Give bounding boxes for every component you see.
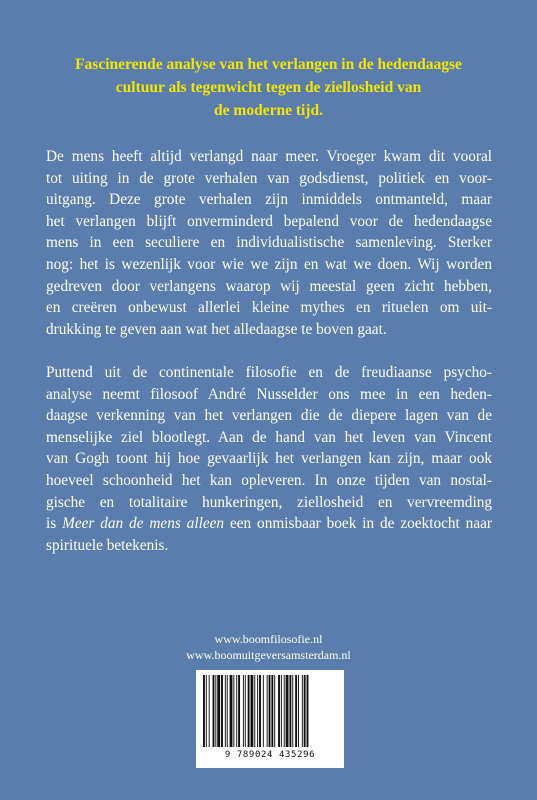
paragraph-line: menselijke ziel blootlegt. Aan de hand van het leven van Vincent xyxy=(46,428,492,446)
tagline-line: de moderne tijd. xyxy=(214,102,323,119)
line-suffix: een onmisbaar boek in de zoektocht naar xyxy=(224,515,492,533)
paragraph-line: analyse neemt filosoof André Nusselder ons mee in een heden- xyxy=(46,385,492,403)
barcode-bars-icon xyxy=(201,675,339,751)
paragraph-line: van Gogh toont hij hoe gevaarlijk het verlangen kan zijn, maar ook xyxy=(46,450,492,468)
paragraph-line: nog: het is wezenlijk voor wie we zijn en wat we doen. Wij worden xyxy=(46,255,492,273)
paragraph-line: gedreven door verlangens waarop wij meestal geen zicht hebben, xyxy=(46,277,492,295)
paragraph-line: uitgang. Deze grote verhalen zijn inmiddels ontmanteld, maar xyxy=(46,191,492,209)
book-title: Meer dan de mens alleen xyxy=(62,515,225,533)
paragraph-line: De mens heeft altijd verlangd naar meer. Vroeger kwam dit vooral xyxy=(46,148,492,165)
paragraph-line: mens in een seculiere en individualistische samenleving. Sterker xyxy=(46,234,492,252)
paragraph-line: hoeveel schoonheid het kan opleveren. In onze tijden van nostal- xyxy=(46,471,492,489)
paragraph-line: spirituele betekenis. xyxy=(46,536,169,554)
url-boomuitgevers[interactable]: www.boomuitgeversamsterdam.nl xyxy=(186,648,351,662)
description-paragraph-1 xyxy=(46,146,492,340)
paragraph-line: gische en totalitaire hunkeringen, ziellosheid en vervreemding xyxy=(46,493,492,511)
tagline-line: Fascinerende analyse van het verlangen in de hedendaagse xyxy=(75,56,462,73)
url-boomfilosofie[interactable]: www.boomfilosofie.nl xyxy=(214,632,323,646)
line-prefix: is xyxy=(46,515,63,533)
publisher-urls xyxy=(0,631,537,663)
paragraph-line: daagse verkenning van het verlangen die de diepere lagen van de xyxy=(46,407,492,425)
paragraph-line: Puttend uit de continentale filosofie en de freudiaanse psycho- xyxy=(46,364,492,381)
tagline xyxy=(40,53,497,122)
description-paragraph-2 xyxy=(46,362,492,556)
tagline-line: cultuur als tegenwicht tegen de ziellosheid van xyxy=(115,79,422,96)
paragraph-line: en creëren onbewust allerlei kleine mythes en rituelen om uit- xyxy=(46,299,492,317)
paragraph-line: tot uiting in de grote verhalen van godsdienst, politiek en voor- xyxy=(46,169,492,187)
paragraph-line: drukking te geven aan wat het alledaagse te boven gaat. xyxy=(46,320,387,338)
paragraph-line-with-title xyxy=(46,513,492,535)
paragraph-line: het verlangen blijft onverminderd bepalend voor de hedendaagse xyxy=(46,212,492,230)
barcode xyxy=(196,670,344,768)
isbn-number: 9 789024 435296 xyxy=(224,750,316,760)
